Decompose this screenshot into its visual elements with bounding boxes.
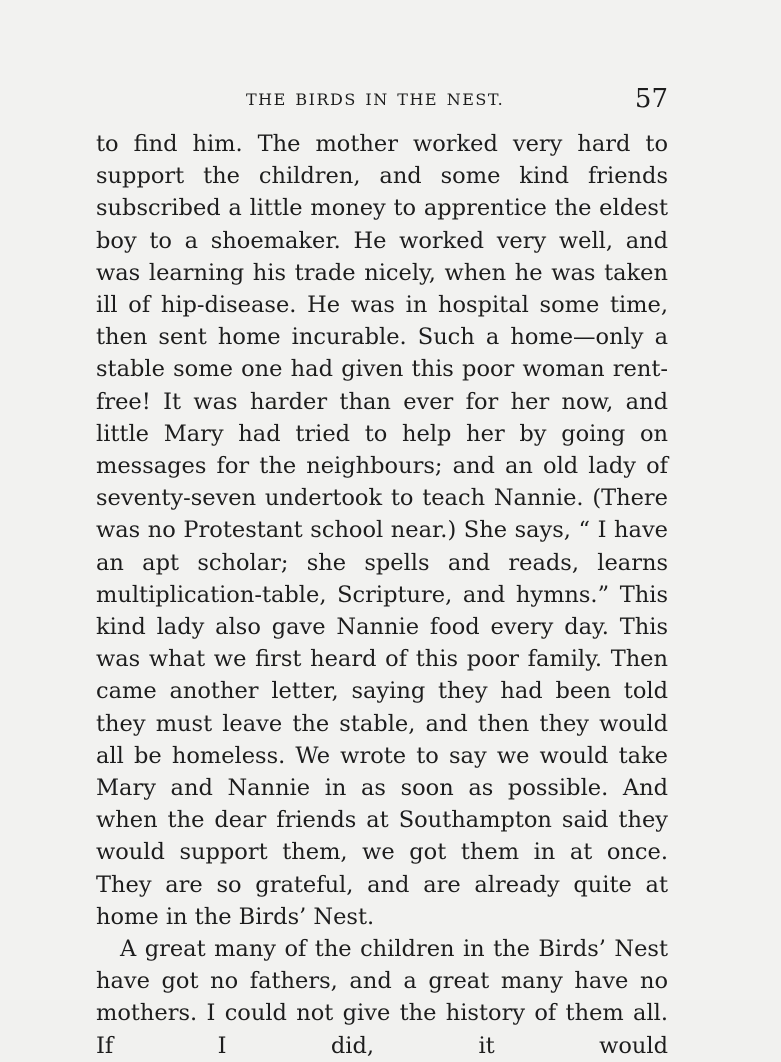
body-text bbox=[96, 128, 668, 1062]
running-head: THE BIRDS IN THE NEST. bbox=[246, 90, 505, 109]
page-number: 57 bbox=[634, 84, 668, 114]
paragraph-1: to find him. The mother worked very hard to support the children, and some kind friends subscribed a little money to apprentice the eldest boy to a shoemaker. He worked very well, and was learning his trade nicely, when he was taken ill of hip-disease. He was in hospital some time, then sent home incurable. Such a home—only a stable some one had given this poor woman rent-free! It was harder than ever for her now, and little Mary had tried to help her by going on messages for the neighbours; and an old lady of seventy-seven undertook to teach Nannie. (There was no Protestant school near.) She says, “ I have an apt scholar; she spells and reads, learns multiplication-table, Scripture, and hymns.” This kind lady also gave Nannie food every day. This was what we first heard of this poor family. Then came another letter, saying they had been told they must leave the stable, and then they would all be homeless. We wrote to say we would take Mary and Nannie in as soon as possible. And when the dear friends at Southampton said they would support them, we got them in at once. They are so grateful, and are already quite at home in the Birds’ Nest. bbox=[96, 131, 668, 930]
paragraph-2: A great many of the children in the Birds’ Nest have got no fathers, and a great many have no mothers. I could not give the history of them all. If I did, it would bbox=[96, 936, 668, 1059]
page-header bbox=[96, 84, 668, 124]
